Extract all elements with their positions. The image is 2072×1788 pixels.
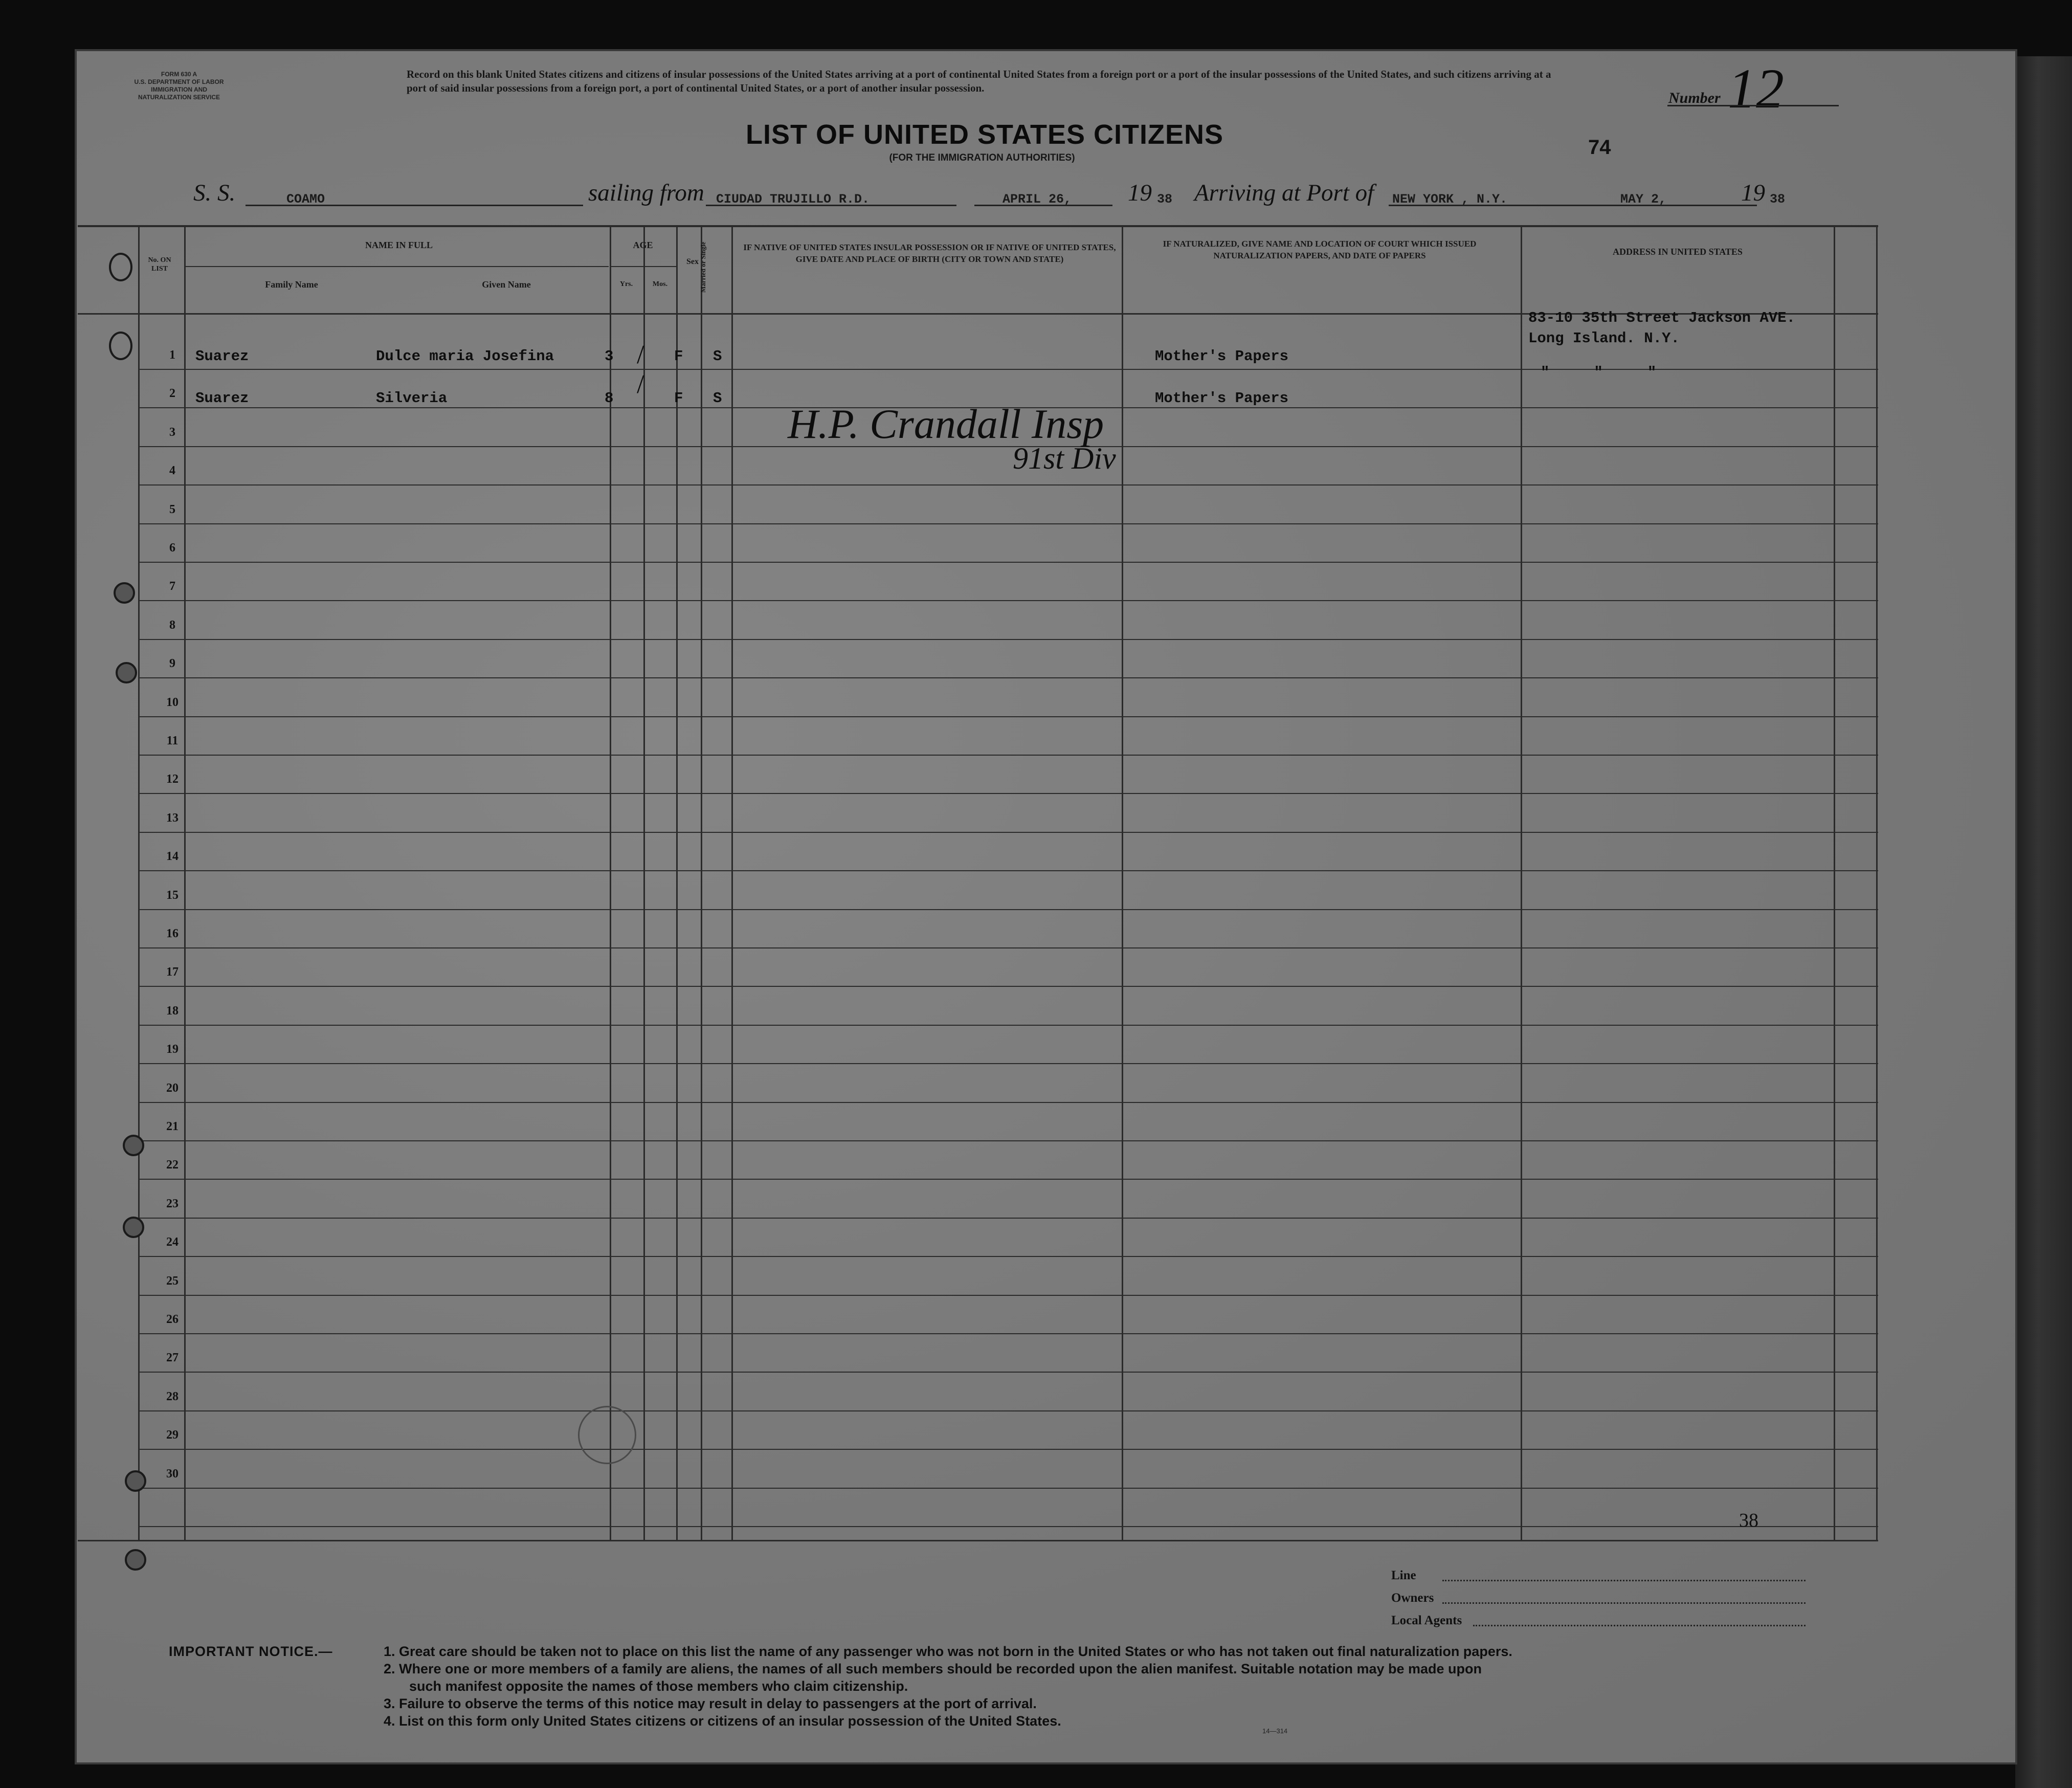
row-number: 25 [166, 1274, 179, 1288]
address-line-2: Long Island. N.Y. [1528, 330, 1680, 347]
row-number: 27 [166, 1351, 179, 1364]
row-number: 22 [166, 1158, 179, 1172]
punch-hole [109, 253, 132, 281]
row-number: 2 [169, 387, 175, 400]
col-line-mos [676, 225, 678, 1540]
stamp-circle [578, 1406, 636, 1464]
row-number: 19 [166, 1043, 179, 1056]
footer-agents-dots [1473, 1625, 1806, 1626]
port-value: NEW YORK , N.Y. [1392, 192, 1508, 207]
row-rule [139, 1295, 1878, 1296]
row-number: 9 [169, 657, 175, 670]
passenger-2-naturalized: Mother's Papers [1155, 390, 1289, 407]
header-given-name: Given Name [482, 279, 531, 290]
col-line-given [610, 225, 611, 1540]
col-line-yrs [643, 225, 645, 1540]
row-rule [139, 716, 1878, 717]
arriving-label: Arriving at Port of [1194, 180, 1374, 206]
manifest-sheet [77, 51, 2015, 1762]
row-rule [139, 523, 1878, 524]
row-number: 10 [166, 696, 179, 709]
punch-hole [109, 332, 132, 360]
col-line-status [731, 225, 733, 1540]
header-family-name: Family Name [265, 279, 318, 290]
punch-hole [123, 1217, 144, 1238]
row-number: 21 [166, 1120, 179, 1133]
notice-item-4: 4. List on this form only United States citizens or citizens of an insular possession of the United States. [384, 1713, 1061, 1729]
row-rule [139, 909, 1878, 910]
row-rule [139, 1526, 1878, 1527]
inspector-division: 91st Div [1013, 442, 1116, 475]
row-rule [139, 870, 1878, 871]
passenger-1-yrs: 3 [605, 348, 614, 365]
passenger-1-given: Dulce maria Josefina [376, 348, 554, 365]
depart-year-prefix: 19 [1128, 180, 1152, 206]
footer-owners-label: Owners [1391, 1591, 1434, 1605]
row-rule [139, 1256, 1878, 1257]
notice-item-3: 3. Failure to observe the terms of this notice may result in delay to passengers at the port of arrival. [384, 1696, 1037, 1711]
row-rule [139, 1333, 1878, 1334]
number-label: Number [1668, 90, 1721, 106]
notice-item-2-cont: such manifest opposite the names of those members who claim citizenship. [409, 1679, 908, 1694]
header-age-subdivider [610, 266, 676, 267]
table-bottom-border [78, 1540, 1878, 1541]
row-number: 14 [166, 850, 179, 863]
page-number: 38 [1739, 1510, 1758, 1531]
passenger-2-status: S [713, 390, 722, 407]
page-subtitle: (FOR THE IMMIGRATION AUTHORITIES) [889, 152, 1075, 163]
binding-strip [2015, 56, 2072, 1788]
row-rule [139, 1218, 1878, 1219]
row-rule [139, 986, 1878, 987]
sailing-from-label: sailing from [588, 180, 704, 206]
col-line-sex [701, 225, 702, 1540]
passenger-2-sex: F [674, 390, 683, 407]
row-number: 7 [169, 580, 175, 593]
notice-lead: IMPORTANT NOTICE.— [169, 1644, 333, 1659]
row-number: 17 [166, 965, 179, 979]
sheet-mark: 74 [1588, 136, 1611, 159]
row-number: 26 [166, 1313, 179, 1326]
row-rule [139, 1102, 1878, 1103]
footer-line-label: Line [1391, 1569, 1416, 1582]
row-rule [139, 1140, 1878, 1141]
row-rule [139, 1179, 1878, 1180]
header-mos: Mos. [652, 280, 668, 288]
header-married-single: Married or Single [699, 241, 707, 293]
header-name-subdivider [184, 266, 609, 267]
row-number: 3 [169, 426, 175, 439]
row-rule [139, 1025, 1878, 1026]
row-rule [139, 1063, 1878, 1064]
arrive-year-prefix: 19 [1741, 180, 1765, 206]
header-name-in-full: NAME IN FULL [365, 240, 433, 250]
header-address: ADDRESS IN UNITED STATES [1613, 247, 1743, 257]
row-number: 12 [166, 772, 179, 786]
col-line-family [184, 225, 186, 1540]
passenger-2-yrs: 8 [605, 390, 614, 407]
inspector-signature: H.P. Crandall Insp [788, 401, 1104, 447]
passenger-1-naturalized: Mother's Papers [1155, 348, 1289, 365]
col-line-address [1834, 225, 1835, 1540]
depart-year: 38 [1157, 192, 1173, 207]
col-line-native [1122, 225, 1123, 1540]
header-sex: Sex [686, 257, 699, 266]
row-rule [139, 1449, 1878, 1450]
passenger-1-sex: F [674, 348, 683, 365]
row-number: 6 [169, 541, 175, 555]
row-rule [139, 793, 1878, 794]
punch-hole [125, 1549, 146, 1571]
header-yrs: Yrs. [619, 280, 633, 288]
punch-hole [125, 1470, 146, 1492]
ss-label: S. S. [193, 180, 236, 206]
row-number: 16 [166, 927, 179, 940]
arrive-date: MAY 2, [1620, 192, 1667, 207]
ship-name: COAMO [286, 192, 325, 207]
row-rule [139, 600, 1878, 601]
row-number: 29 [166, 1428, 179, 1442]
passenger-2-family: Suarez [195, 390, 249, 407]
row-number: 15 [166, 889, 179, 902]
row-number: 30 [166, 1467, 179, 1481]
header-naturalized: IF NATURALIZED, GIVE NAME AND LOCATION OF COURT WHICH ISSUED NATURALIZATION PAPERS, AND DATE OF PAPERS [1163, 239, 1477, 260]
row-number: 13 [166, 811, 179, 825]
passenger-1-family: Suarez [195, 348, 249, 365]
row-number: 28 [166, 1390, 179, 1403]
punch-hole [114, 582, 135, 604]
col-line-right [1876, 225, 1878, 1540]
footer-local-agents-label: Local Agents [1391, 1614, 1462, 1627]
row-rule [139, 832, 1878, 833]
row-rule [139, 677, 1878, 678]
row-rule [139, 1488, 1878, 1489]
footer-line-dots [1442, 1580, 1806, 1581]
passenger-1-mos: / [637, 340, 644, 369]
passenger-2-given: Silveria [376, 390, 448, 407]
row-rule [139, 562, 1878, 563]
row-number: 23 [166, 1197, 179, 1210]
arrive-year: 38 [1770, 192, 1786, 207]
number-value: 12 [1728, 57, 1784, 120]
row-rule [139, 484, 1878, 485]
notice-item-1: 1. Great care should be taken not to place on this list the name of any passenger who was not born in the United States or who has not taken out final naturalization papers. [384, 1644, 1512, 1659]
row-rule [139, 1410, 1878, 1411]
notice-item-2: 2. Where one or more members of a family are aliens, the names of all such members should be recorded upon the alien manifest. Suitable notation may be made upon [384, 1661, 1482, 1676]
passenger-2-address-ditto: " " " [1541, 364, 1657, 381]
footer-owners-dots [1442, 1602, 1806, 1604]
address-line-1: 83-10 35th Street Jackson AVE. [1528, 310, 1796, 326]
depart-date: APRIL 26, [1002, 192, 1072, 207]
row-rule [139, 639, 1878, 640]
row-number: 4 [169, 464, 175, 477]
passenger-1-status: S [713, 348, 722, 365]
number-underline [1667, 105, 1839, 106]
table-top-border [78, 225, 1878, 227]
punch-hole [116, 662, 137, 683]
col-line-naturalized [1521, 225, 1522, 1540]
passenger-2-mos: / [637, 370, 644, 399]
row-rule [139, 947, 1878, 948]
form-id: FORM 630 A U.S. DEPARTMENT OF LABOR IMMIGRATION AND NATURALIZATION SERVICE [134, 71, 224, 101]
row-rule [139, 1372, 1878, 1373]
row-number: 5 [169, 503, 175, 516]
row-number: 8 [169, 619, 175, 632]
row-number: 1 [169, 348, 175, 362]
instructions-text: Record on this blank United States citizens and citizens of insular possessions of the United States arriving at a port of continental United States from a foreign port or a port of the insular possessions of the United States, and such citizens arriving at a port of said insular possessions from a foreign port, a port of continental United States, or a port of another insular possession. [407, 68, 1551, 94]
row-number: 11 [166, 734, 179, 747]
sailing-from-value: CIUDAD TRUJILLO R.D. [716, 192, 870, 207]
header-no-on-list: No. ON LIST [148, 256, 171, 273]
form-code: 14—314 [1262, 1727, 1288, 1735]
row-number: 20 [166, 1081, 179, 1095]
row-rule [139, 755, 1878, 756]
header-age: AGE [633, 240, 653, 250]
row-number: 18 [166, 1004, 179, 1018]
header-native: IF NATIVE OF UNITED STATES INSULAR POSSESSION OR IF NATIVE OF UNITED STATES, GIVE DATE AND PLACE OF BIRTH (CITY OR TOWN AND STATE) [743, 242, 1116, 264]
col-line-no [138, 225, 140, 1540]
page-title: LIST OF UNITED STATES CITIZENS [746, 119, 1223, 150]
row-number: 24 [166, 1235, 179, 1249]
punch-hole [123, 1135, 144, 1156]
